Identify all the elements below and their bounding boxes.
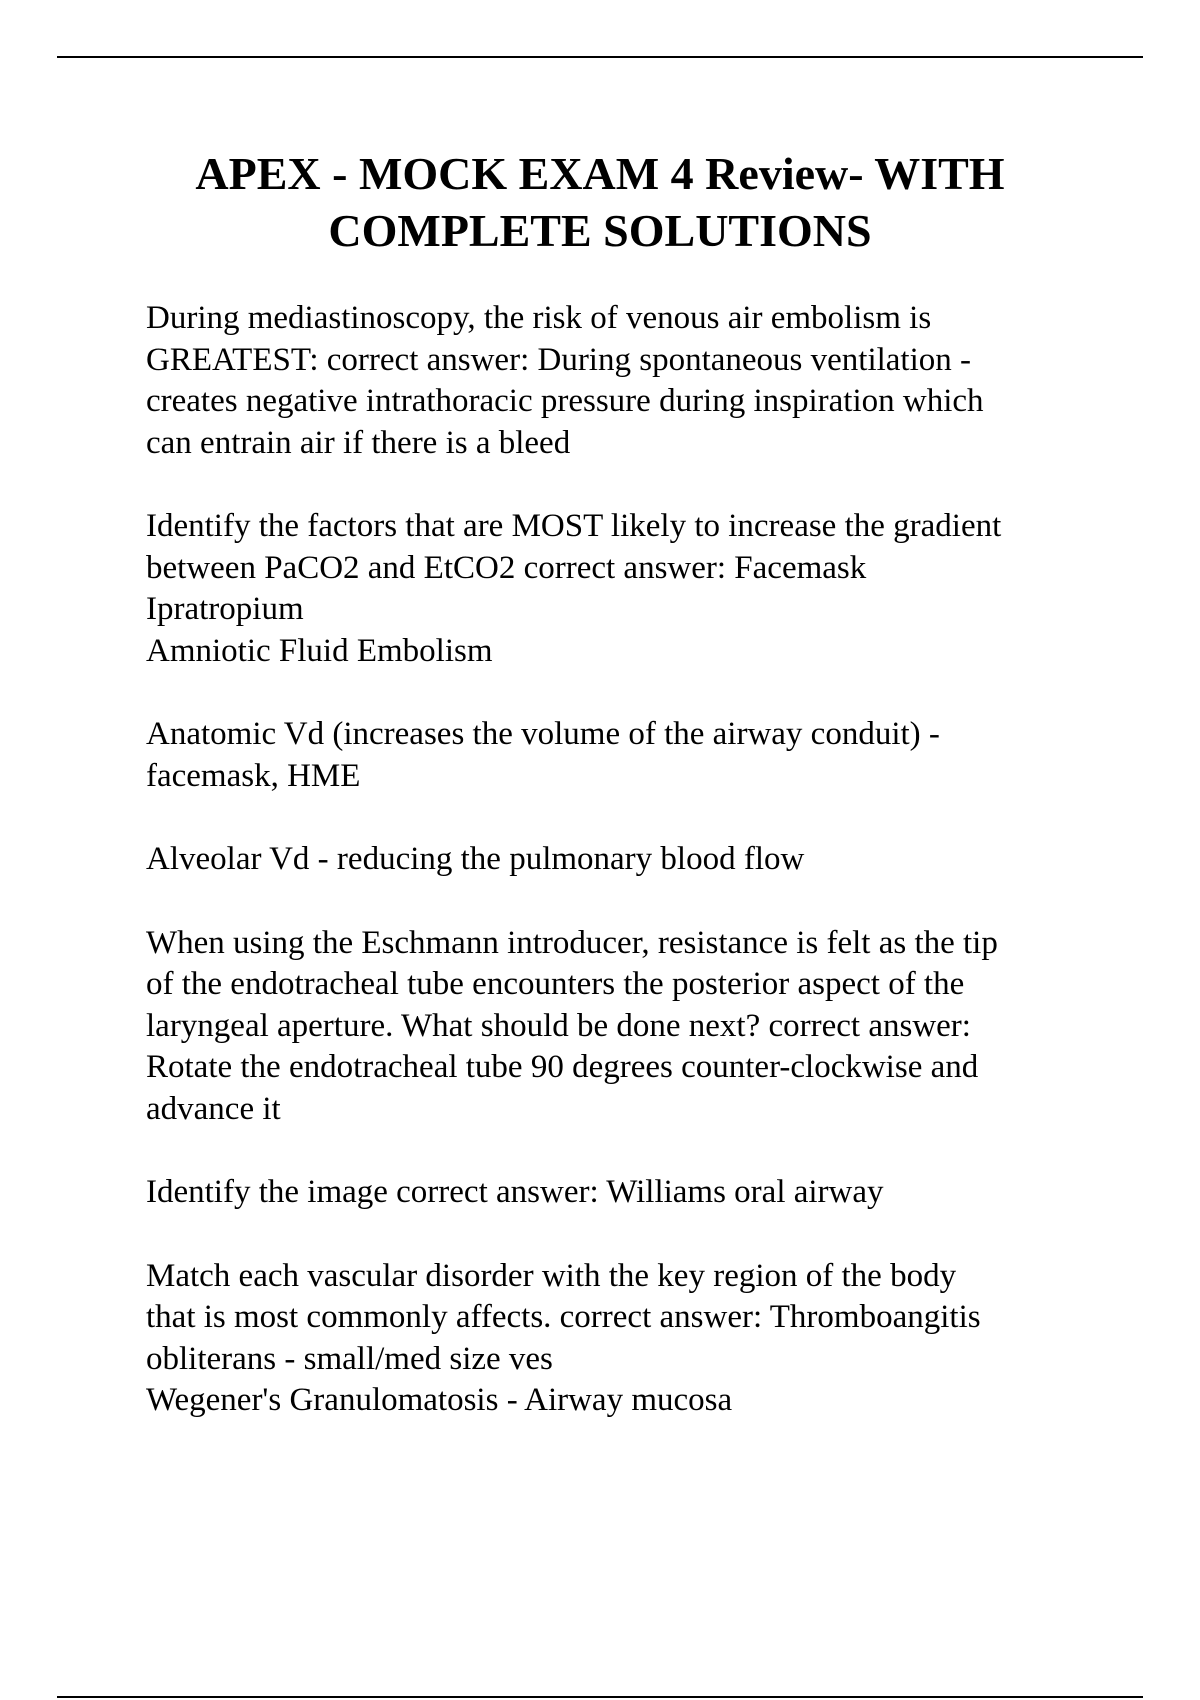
top-divider xyxy=(57,56,1143,58)
document-title: APEX - MOCK EXAM 4 Review- WITH COMPLETE SOLUTIONS xyxy=(195,148,1005,256)
qa-block-identify-image: Identify the image correct answer: Williams oral airway xyxy=(146,1174,884,1210)
qa-block-co2-gradient: Identify the factors that are MOST likely to increase the gradient between PaCO2 and EtCO2 correct answer: Facemask Ipratropium Amniotic Fluid Embolism xyxy=(146,508,1002,669)
qa-block-mediastinoscopy: During mediastinoscopy, the risk of venous air embolism is GREATEST: correct answer: During spontaneous ventilation - creates negative intrathoracic pressure during inspiration which can entrain air if there is a bleed xyxy=(146,300,984,461)
qa-block-anatomic-vd: Anatomic Vd (increases the volume of the airway conduit) - facemask, HME xyxy=(146,716,940,794)
bottom-divider xyxy=(57,1696,1143,1698)
qa-block-vascular-disorder: Match each vascular disorder with the key region of the body that is most commonly affects. correct answer: Thromboangitis obliterans - small/med size ves Wegener's Granulomatosis - Airway mucosa xyxy=(146,1257,981,1418)
document-body xyxy=(146,298,1136,1464)
qa-block-alveolar-vd: Alveolar Vd - reducing the pulmonary blood flow xyxy=(146,841,805,877)
qa-block-eschmann-introducer: When using the Eschmann introducer, resistance is felt as the tip of the endotracheal tube encounters the posterior aspect of the laryngeal aperture. What should be done next? correct answer: Rotate the endotracheal tube 90 degrees counter-clockwise and advance it xyxy=(146,924,998,1127)
